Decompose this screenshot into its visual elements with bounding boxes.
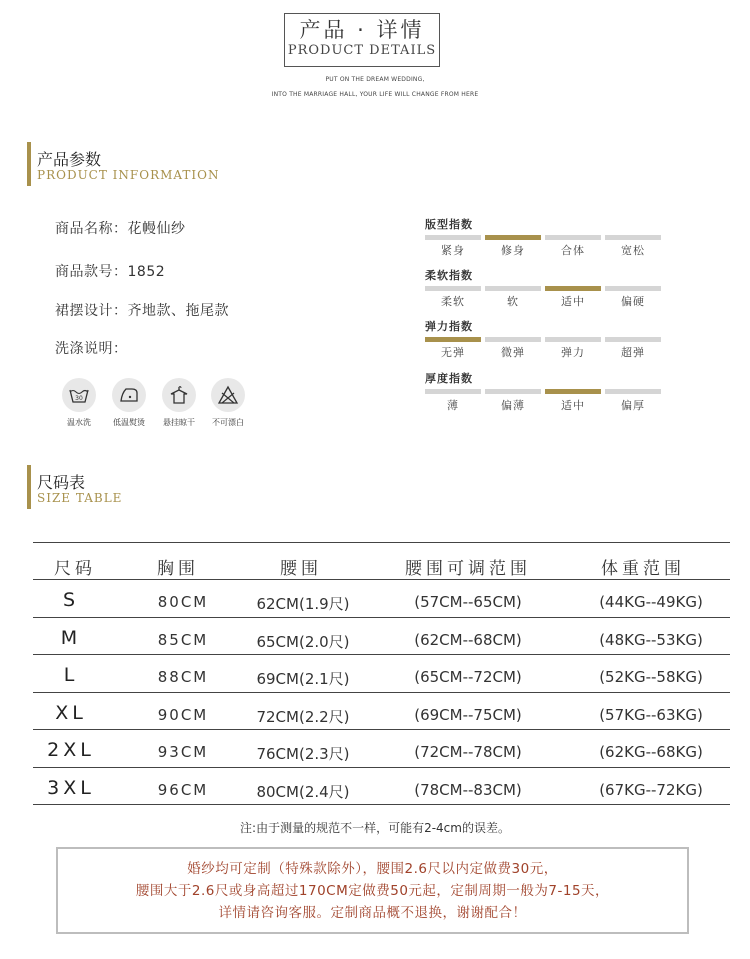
hang-dry-icon (162, 378, 196, 412)
table-rule (33, 729, 730, 730)
cell-size: 3XL (47, 777, 95, 799)
cell-waist-range: (57CM--65CM) (414, 593, 522, 611)
svg-text:30: 30 (75, 395, 83, 402)
index-segment (425, 389, 481, 394)
cell-weight-range: (62KG--68KG) (599, 743, 703, 761)
index-segment (545, 337, 601, 342)
section-accent-bar (27, 465, 31, 509)
index-segment (425, 286, 481, 291)
cell-weight-range: (48KG--53KG) (599, 631, 703, 649)
cell-waist-range: (69CM--75CM) (414, 706, 522, 724)
wash-label: 低温熨烫 (113, 418, 145, 427)
details-title-cn: 产品 · 详情 (299, 18, 425, 42)
size-table-subtitle: SIZE TABLE (37, 491, 123, 505)
table-rule (33, 804, 730, 805)
index-option: 薄 (447, 399, 459, 412)
cell-waist-range: (62CM--68CM) (414, 631, 522, 649)
index-option: 偏硬 (621, 295, 645, 308)
wash-label: 悬挂晾干 (163, 418, 195, 427)
cell-weight-range: (67KG--72KG) (599, 781, 703, 799)
info-label: 商品名称： (55, 221, 128, 237)
product-info-title: 产品参数 (37, 150, 102, 169)
cell-size: XL (55, 702, 87, 724)
index-option: 偏薄 (501, 399, 525, 412)
cell-size: L (63, 664, 79, 686)
index-option: 微弹 (501, 346, 525, 359)
index-segment (605, 235, 661, 240)
cell-waist: 69CM(2.1尺) (256, 670, 350, 688)
index-title-thickness: 厚度指数 (425, 372, 473, 385)
wash-item (112, 378, 146, 428)
cell-waist: 62CM(1.9尺) (256, 595, 350, 613)
cell-waist: 80CM(2.4尺) (256, 783, 350, 801)
info-row-hem (55, 300, 229, 320)
details-title-en: PRODUCT DETAILS (287, 43, 437, 58)
notice-line: 婚纱均可定制（特殊款除外），腰围2.6尺以内定做费30元， (187, 861, 558, 877)
index-segment (605, 286, 661, 291)
product-info-subtitle: PRODUCT INFORMATION (37, 168, 220, 182)
table-rule (33, 654, 730, 655)
cell-bust: 85CM (157, 631, 209, 649)
details-header-box (284, 13, 440, 67)
table-rule (33, 767, 730, 768)
index-option: 超弹 (621, 346, 645, 359)
index-segment (485, 337, 541, 342)
cell-bust: 90CM (157, 706, 209, 724)
index-segment (485, 389, 541, 394)
cell-waist: 65CM(2.0尺) (256, 633, 350, 651)
cell-waist-range: (78CM--83CM) (414, 781, 522, 799)
index-segment (545, 235, 601, 240)
info-label: 裙摆设计： (55, 303, 128, 319)
cell-waist-range: (72CM--78CM) (414, 743, 522, 761)
notice-line: 详情请咨询客服。定制商品概不退换，谢谢配合！ (218, 905, 527, 921)
index-title-fit: 版型指数 (425, 218, 473, 231)
tagline-line-2: INTO THE MARRIAGE HALL, YOUR LIFE WILL CHANGE FROM HERE (271, 91, 479, 98)
cell-weight-range: (44KG--49KG) (599, 593, 703, 611)
header-weight-range: 体重范围 (601, 559, 685, 579)
cell-size: M (60, 627, 82, 649)
info-value: 1852 (127, 264, 166, 280)
info-value: 齐地款、拖尾款 (127, 303, 229, 319)
wash-tub-icon (62, 378, 96, 412)
info-row-style-no (55, 261, 165, 281)
cell-bust: 88CM (157, 668, 209, 686)
index-segment-active (485, 235, 541, 240)
measurement-note: 注:由于测量的规范不一样，可能有2-4cm的误差。 (240, 821, 510, 835)
cell-bust: 96CM (157, 781, 209, 799)
table-rule (33, 692, 730, 693)
iron-icon (112, 378, 146, 412)
wash-item (162, 378, 196, 428)
table-rule (33, 542, 730, 543)
cell-bust: 80CM (157, 593, 209, 611)
index-option: 紧身 (441, 244, 465, 257)
cell-waist-range: (65CM--72CM) (414, 668, 522, 686)
header-waist-range: 腰围可调范围 (405, 559, 531, 579)
info-row-name (55, 218, 186, 238)
wash-label: 不可漂白 (212, 418, 244, 427)
index-option: 偏厚 (621, 399, 645, 412)
header-bust: 胸围 (157, 559, 199, 579)
index-segment-active (545, 286, 601, 291)
index-segment (485, 286, 541, 291)
info-row-washing (55, 338, 128, 358)
index-option: 弹力 (561, 346, 585, 359)
index-segment (605, 389, 661, 394)
index-option: 合体 (561, 244, 585, 257)
index-option: 柔软 (441, 295, 465, 308)
info-label: 商品款号： (55, 264, 128, 280)
index-segment (605, 337, 661, 342)
index-title-elasticity: 弹力指数 (425, 320, 473, 333)
index-option: 软 (507, 295, 519, 308)
info-value: 花幔仙纱 (127, 221, 186, 237)
cell-bust: 93CM (157, 743, 209, 761)
section-accent-bar (27, 142, 31, 186)
info-label: 洗涤说明： (55, 341, 128, 357)
wash-item (211, 378, 245, 428)
wash-label: 温水洗 (67, 418, 91, 427)
cell-waist: 76CM(2.3尺) (256, 745, 350, 763)
index-segment-active (545, 389, 601, 394)
table-rule (33, 617, 730, 618)
index-option: 无弹 (441, 346, 465, 359)
index-segment (425, 235, 481, 240)
size-table-title: 尺码表 (37, 473, 86, 492)
cell-size: 2XL (47, 739, 95, 761)
cell-weight-range: (52KG--58KG) (599, 668, 703, 686)
tagline-line-1: PUT ON THE DREAM WEDDING, (325, 76, 425, 83)
index-option: 适中 (561, 295, 585, 308)
header-waist: 腰围 (280, 559, 322, 579)
index-title-softness: 柔软指数 (425, 269, 473, 282)
cell-waist: 72CM(2.2尺) (256, 708, 350, 726)
notice-line: 腰围大于2.6尺或身高超过170CM定做费50元起，定制周期一般为7-15天， (135, 883, 610, 899)
index-option: 宽松 (621, 244, 645, 257)
index-option: 修身 (501, 244, 525, 257)
header-size: 尺码 (54, 559, 96, 579)
cell-weight-range: (57KG--63KG) (599, 706, 703, 724)
wash-item (62, 378, 96, 428)
index-segment-active (425, 337, 481, 342)
custom-order-notice (56, 847, 689, 934)
index-option: 适中 (561, 399, 585, 412)
table-rule (33, 579, 730, 580)
no-bleach-icon (211, 378, 245, 412)
cell-size: S (62, 589, 80, 611)
